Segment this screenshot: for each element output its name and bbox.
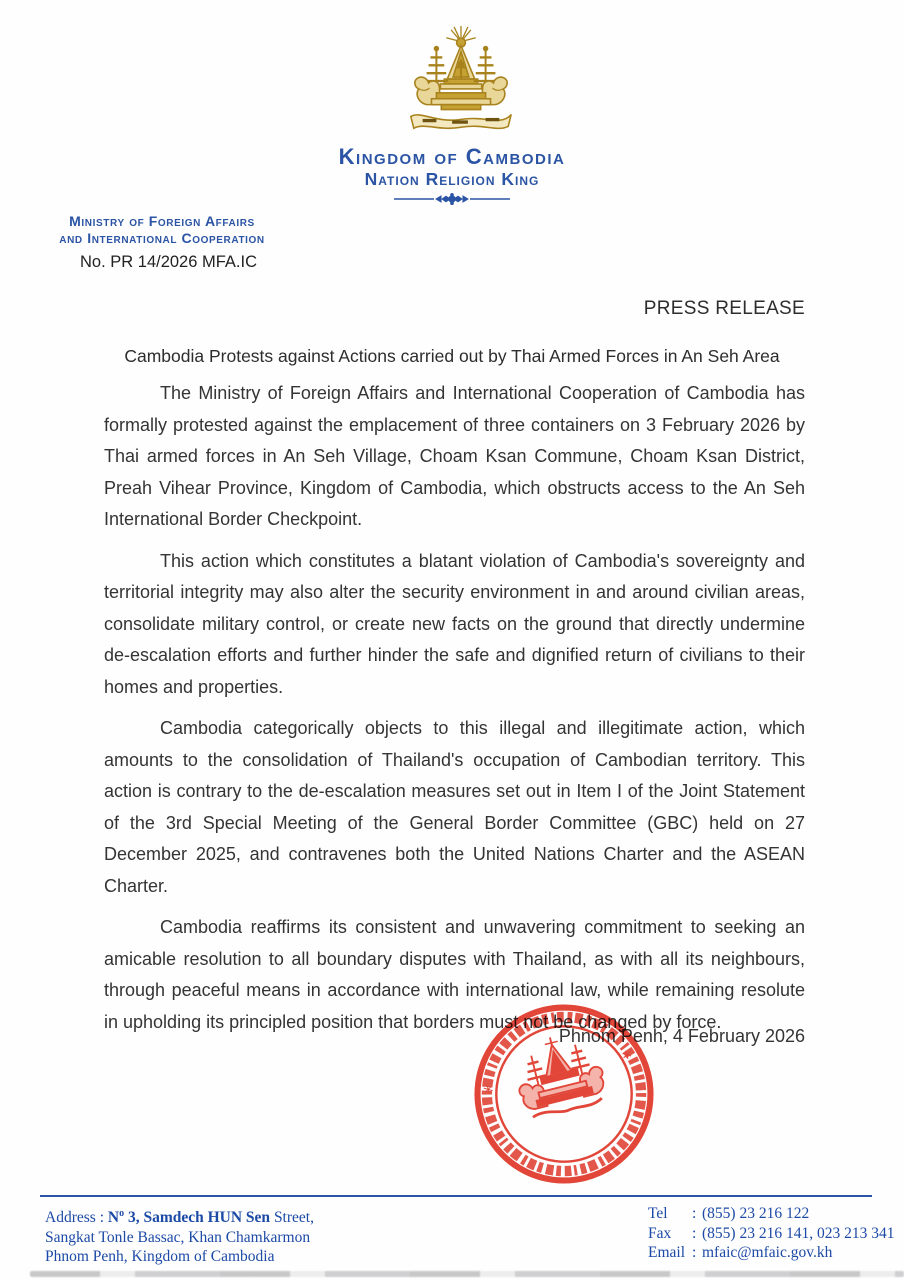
footer-address-line2: Sangkat Tonle Bassac, Khan Chamkarmon [45,1228,311,1246]
paragraph-4: Cambodia reaffirms its consistent and unwavering commitment to seeking an amicable resolution to all boundary disputes with Thailand, as with all its neighbours, through peaceful means in accordance with international law, while remaining resolute in upholding its principled position that borders must not be changed by force. [104,917,805,1032]
footer-address-line3: Phnom Penh, Kingdom of Cambodia [45,1248,275,1266]
footer-address-line1: Address : $N^o$ 3, Samdech HUN Sen Street, [45,1208,314,1227]
national-motto: Nation Religion King [364,169,540,189]
ornamental-divider-icon [392,192,512,206]
ministry-red-seal-icon [460,1000,668,1188]
ministry-name-line1: Ministry of Foreign Affairs [69,213,255,229]
paragraph-1: The Ministry of Foreign Affairs and International Cooperation of Cambodia has formally protested against the emplacement of three containers on 3 February 2026 by Thai armed forces in An Seh Village, Choam Ksan Commune, Choam Ksan District, Preah Vihear Province, Kingdom of Cambodia, which obstructs access to the An Seh International Border Checkpoint. [104,383,805,529]
document-number: No. PR 14/2026 MFA.IC [80,253,257,271]
contact-tel: Tel : (855) 23 216 122 [648,1204,894,1224]
ministry-name [26,213,298,247]
address-label: Address [45,1209,96,1227]
scan-edge-artifact [30,1271,904,1277]
dateline: Phnom Penh, 4 February 2026 [558,1026,805,1046]
document-body [104,378,805,1048]
document-title: Cambodia Protests against Actions carried out by Thai Armed Forces in An Seh Area [124,346,780,366]
fax-label: Fax [648,1224,672,1242]
paragraph-2: This action which constitutes a blatant violation of Cambodia's sovereignty and territorial integrity may also alter the security environment in and around civilian areas, consolidate military control, or create new facts on the ground that directly undermine de-escalation efforts and further hinder the safe and dignified return of civilians to their homes and properties. [104,550,805,697]
royal-arms-of-cambodia-icon [397,22,525,144]
footer-separator-line [40,1195,872,1197]
paragraph-3: Cambodia categorically objects to this illegal and illegitimate action, which amounts to the consolidation of Thailand's occupation of Cambodian territory. This action is contrary to the de-escalation measures set out in Item I of the Joint Statement of the 3rd Special Meeting of the General Border Committee (GBC) held on 27 December 2025, and contravenes both the United Nations Charter and the ASEAN Charter. [104,718,805,896]
kingdom-title: Kingdom of Cambodia [338,144,566,169]
svg-text:*: * [620,1047,635,1071]
address-colon: : [99,1209,104,1227]
email-value: mfaic@mfaic.gov.kh [702,1244,833,1261]
fax-value: (855) 23 216 141, 023 213 341 [702,1224,895,1242]
contact-email: Email : mfaic@mfaic.gov.kh [648,1243,894,1263]
tel-label: Tel [648,1205,668,1222]
email-label: Email [648,1244,686,1261]
ministry-name-line2: and International Cooperation [59,230,265,246]
footer-address-block [45,1204,314,1267]
tel-value: (855) 23 216 122 [702,1205,810,1222]
svg-text:*: * [482,1082,497,1105]
contact-fax: Fax : (855) 23 216 141, 023 213 341 [648,1224,895,1242]
press-release-label: PRESS RELEASE [643,298,805,319]
footer-contact-block [648,1204,894,1263]
